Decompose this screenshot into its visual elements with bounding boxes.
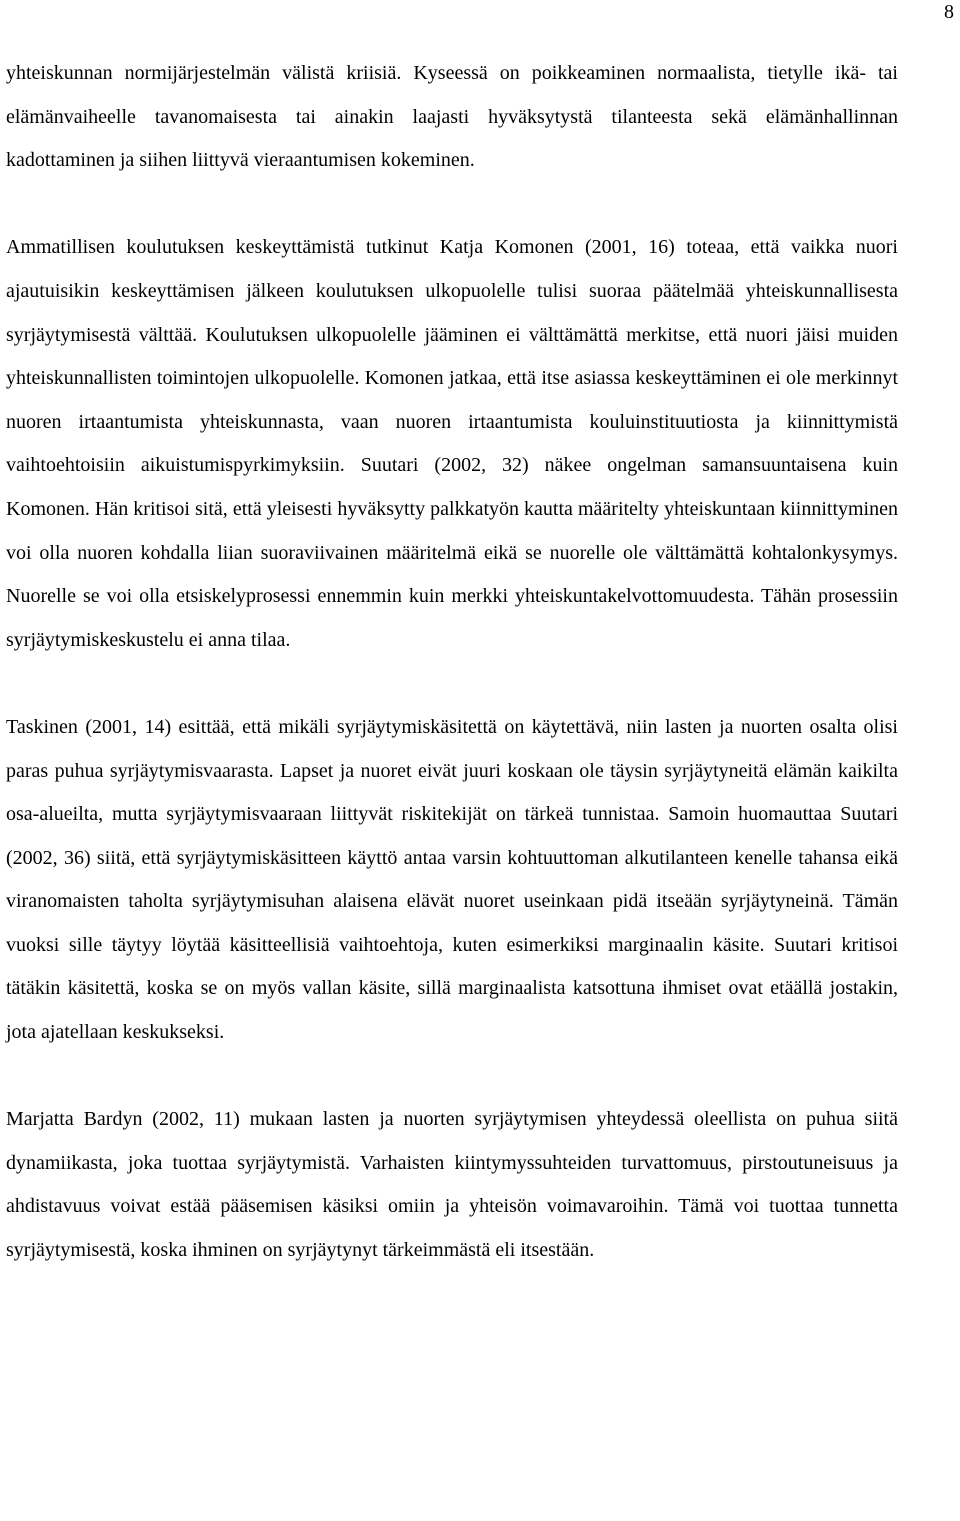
document-body: [6, 52, 898, 1273]
paragraph-2: Ammatillisen koulutuksen keskeyttämistä tutkinut Katja Komonen (2001, 16) toteaa, että vaikka nuori ajautuisikin keskeyttämisen jälkeen koulutuksen ulkopuolelle tulisi suoraa päätelmää yhteiskunnallisesta syrjäytymisestä välttää. Koulutuksen ulkopuolelle jääminen ei välttämättä merkitse, että nuori jäisi muiden yhteiskunnallisten toimintojen ulkopuolelle. Komonen jatkaa, että itse asiassa keskeyttäminen ei ole merkinnyt nuoren irtaantumista yhteiskunnasta, vaan nuoren irtaantumista kouluinstituutiosta ja kiinnittymistä vaihtoehtoisiin aikuistumispyrkimyksiin. Suutari (2002, 32) näkee ongelman samansuuntaisena kuin Komonen. Hän kritisoi sitä, että yleisesti hyväksytty palkkatyön kautta määritelty yhteiskuntaan kiinnittyminen voi olla nuoren kohdalla liian suoraviivainen määritelmä eikä se nuorelle ole välttämättä kohtalonkysymys. Nuorelle se voi olla etsiskelyprosessi ennemmin kuin merkki yhteiskuntakelvottomuudesta. Tähän prosessiin syrjäytymiskeskustelu ei anna tilaa.: [6, 236, 898, 651]
paragraph-4: Marjatta Bardyn (2002, 11) mukaan lasten ja nuorten syrjäytymisen yhteydessä oleellista on puhua siitä dynamiikasta, joka tuottaa syrjäytymistä. Varhaisten kiintymyssuhteiden turvattomuus, pirstoutuneisuus ja ahdistavuus voivat estää pääsemisen käsiksi omiin ja yhteisön voimavaroihin. Tämä voi tuottaa tunnetta syrjäytymisestä, koska ihminen on syrjäytynyt tärkeimmästä eli itsestään.: [6, 1108, 898, 1262]
page-number: 8: [944, 1, 954, 23]
paragraph-3: Taskinen (2001, 14) esittää, että mikäli syrjäytymiskäsitettä on käytettävä, niin lasten ja nuorten osalta olisi paras puhua syrjäytymisvaarasta. Lapset ja nuoret eivät juuri koskaan ole täysin syrjäytyneitä elämän kaikilta osa-alueilta, mutta syrjäytymisvaaraan liittyvät riskitekijät on tärkeä tunnistaa. Samoin huomauttaa Suutari (2002, 36) siitä, että syrjäytymiskäsitteen käyttö antaa varsin kohtuuttoman alkutilanteen kenelle tahansa eikä viranomaisten taholta syrjäytymisuhan alaisena elävät nuoret useinkaan pidä itseään syrjäytyneinä. Tämän vuoksi sille täytyy löytää käsitteellisiä vaihtoehtoja, kuten esimerkiksi marginaalin käsite. Suutari kritisoi tätäkin käsitettä, koska se on myös vallan käsite, sillä marginaalista katsottuna ihmiset ovat etäällä jostakin, jota ajatellaan keskukseksi.: [6, 715, 898, 1044]
paragraph-1: yhteiskunnan normijärjestelmän välistä kriisiä. Kyseessä on poikkeaminen normaalista, tietylle ikä- tai elämänvaiheelle tavanomaisesta tai ainakin laajasti hyväksytystä tilanteesta sekä elämänhallinnan kadottaminen ja siihen liittyvä vieraantumisen kokeminen.: [6, 62, 898, 172]
